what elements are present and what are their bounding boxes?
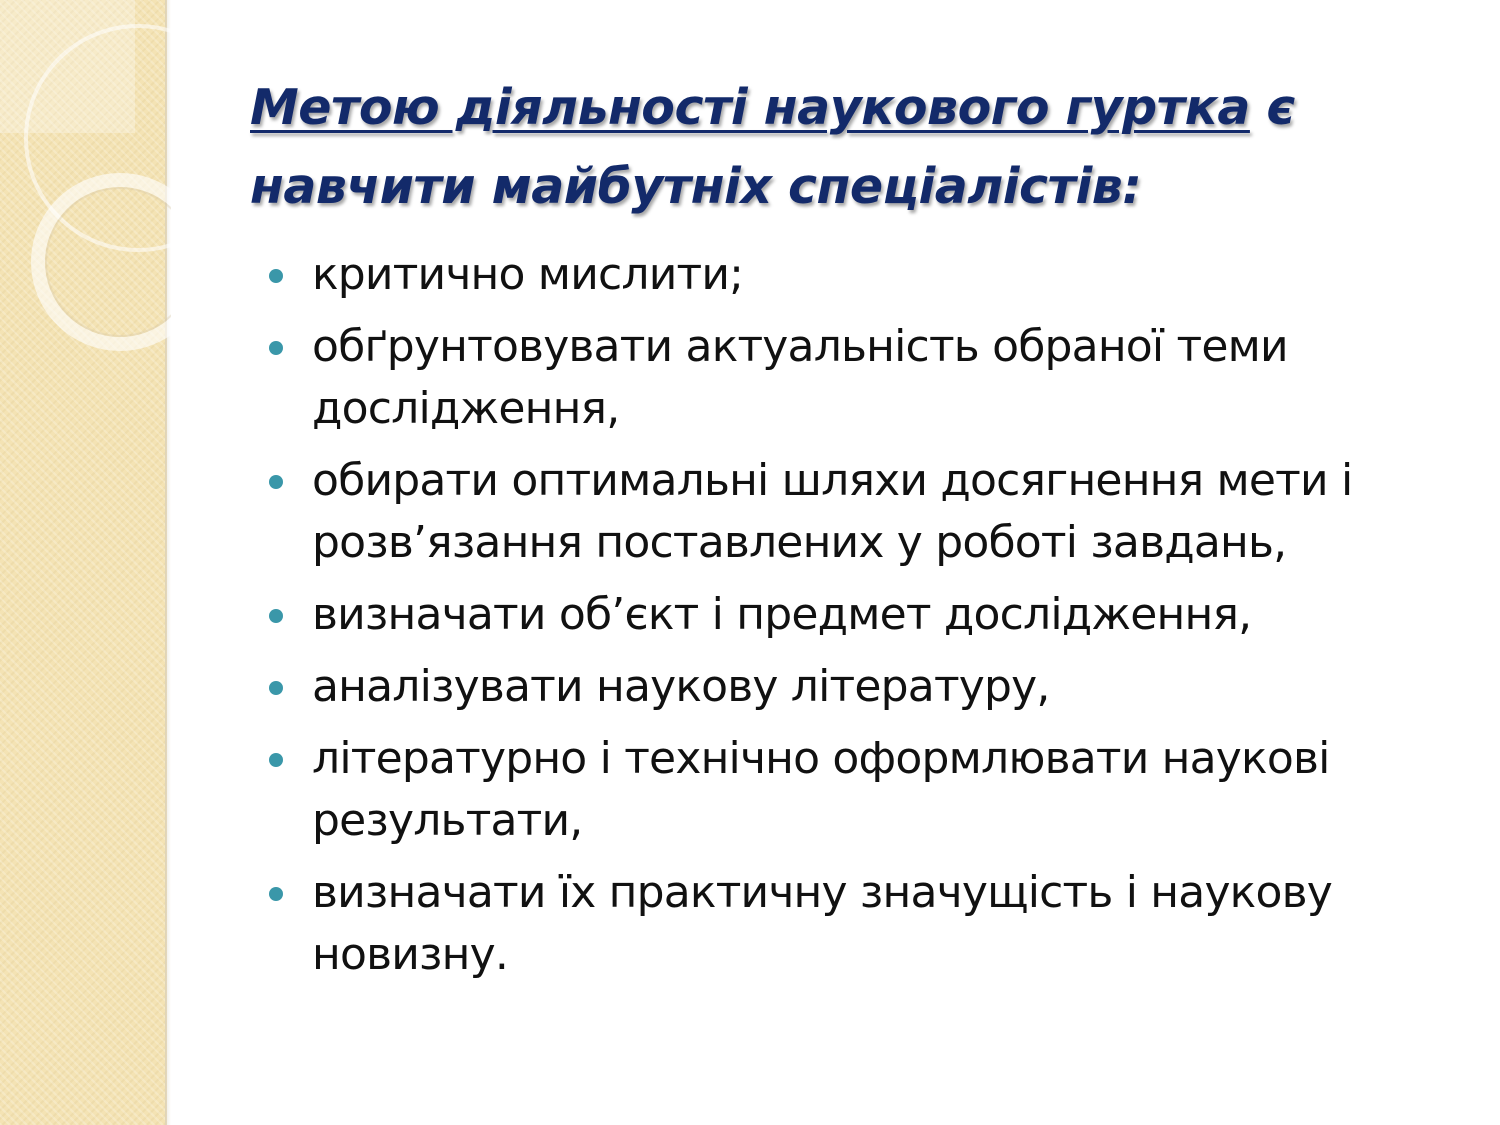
bullet-text: визначати об’єкт і предмет дослідження, (312, 589, 1252, 640)
bullet-dot-icon (269, 681, 283, 695)
slide-title-rest: є навчити майбутніх спеціалістів: (250, 79, 1296, 215)
bullet-dot-icon (269, 753, 283, 767)
bullet-text: обґрунтовувати актуальність обраної теми дослідження, (312, 321, 1288, 434)
bullet-text: критично мислити; (312, 249, 744, 300)
bullet-item (262, 656, 1462, 718)
bullet-item (262, 584, 1462, 646)
bullet-dot-icon (269, 609, 283, 623)
bullet-item (262, 450, 1462, 574)
slide-title (250, 68, 1430, 226)
decorative-square (0, 0, 135, 133)
bullet-dot-icon (269, 269, 283, 283)
bullet-item (262, 728, 1462, 852)
bullet-dot-icon (269, 887, 283, 901)
bullet-dot-icon (269, 475, 283, 489)
bullet-text: обирати оптимальні шляхи досягнення мети і розв’язання поставлених у роботі завдань, (312, 455, 1353, 568)
bullet-text: аналізувати наукову літературу, (312, 661, 1050, 712)
bullet-item (262, 862, 1462, 986)
decorative-thick-ring (38, 180, 171, 344)
bullet-list (262, 244, 1462, 996)
bullet-text: визначати їх практичну значущість і наукову новизну. (312, 867, 1332, 980)
bullet-dot-icon (269, 341, 283, 355)
bullet-item (262, 316, 1462, 440)
decorative-rings (0, 0, 171, 1125)
bullet-text: літературно і технічно оформлювати наукові результати, (312, 733, 1330, 846)
slide-title-underlined: Метою діяльності наукового гуртка (250, 79, 1250, 136)
bullet-item (262, 244, 1462, 306)
